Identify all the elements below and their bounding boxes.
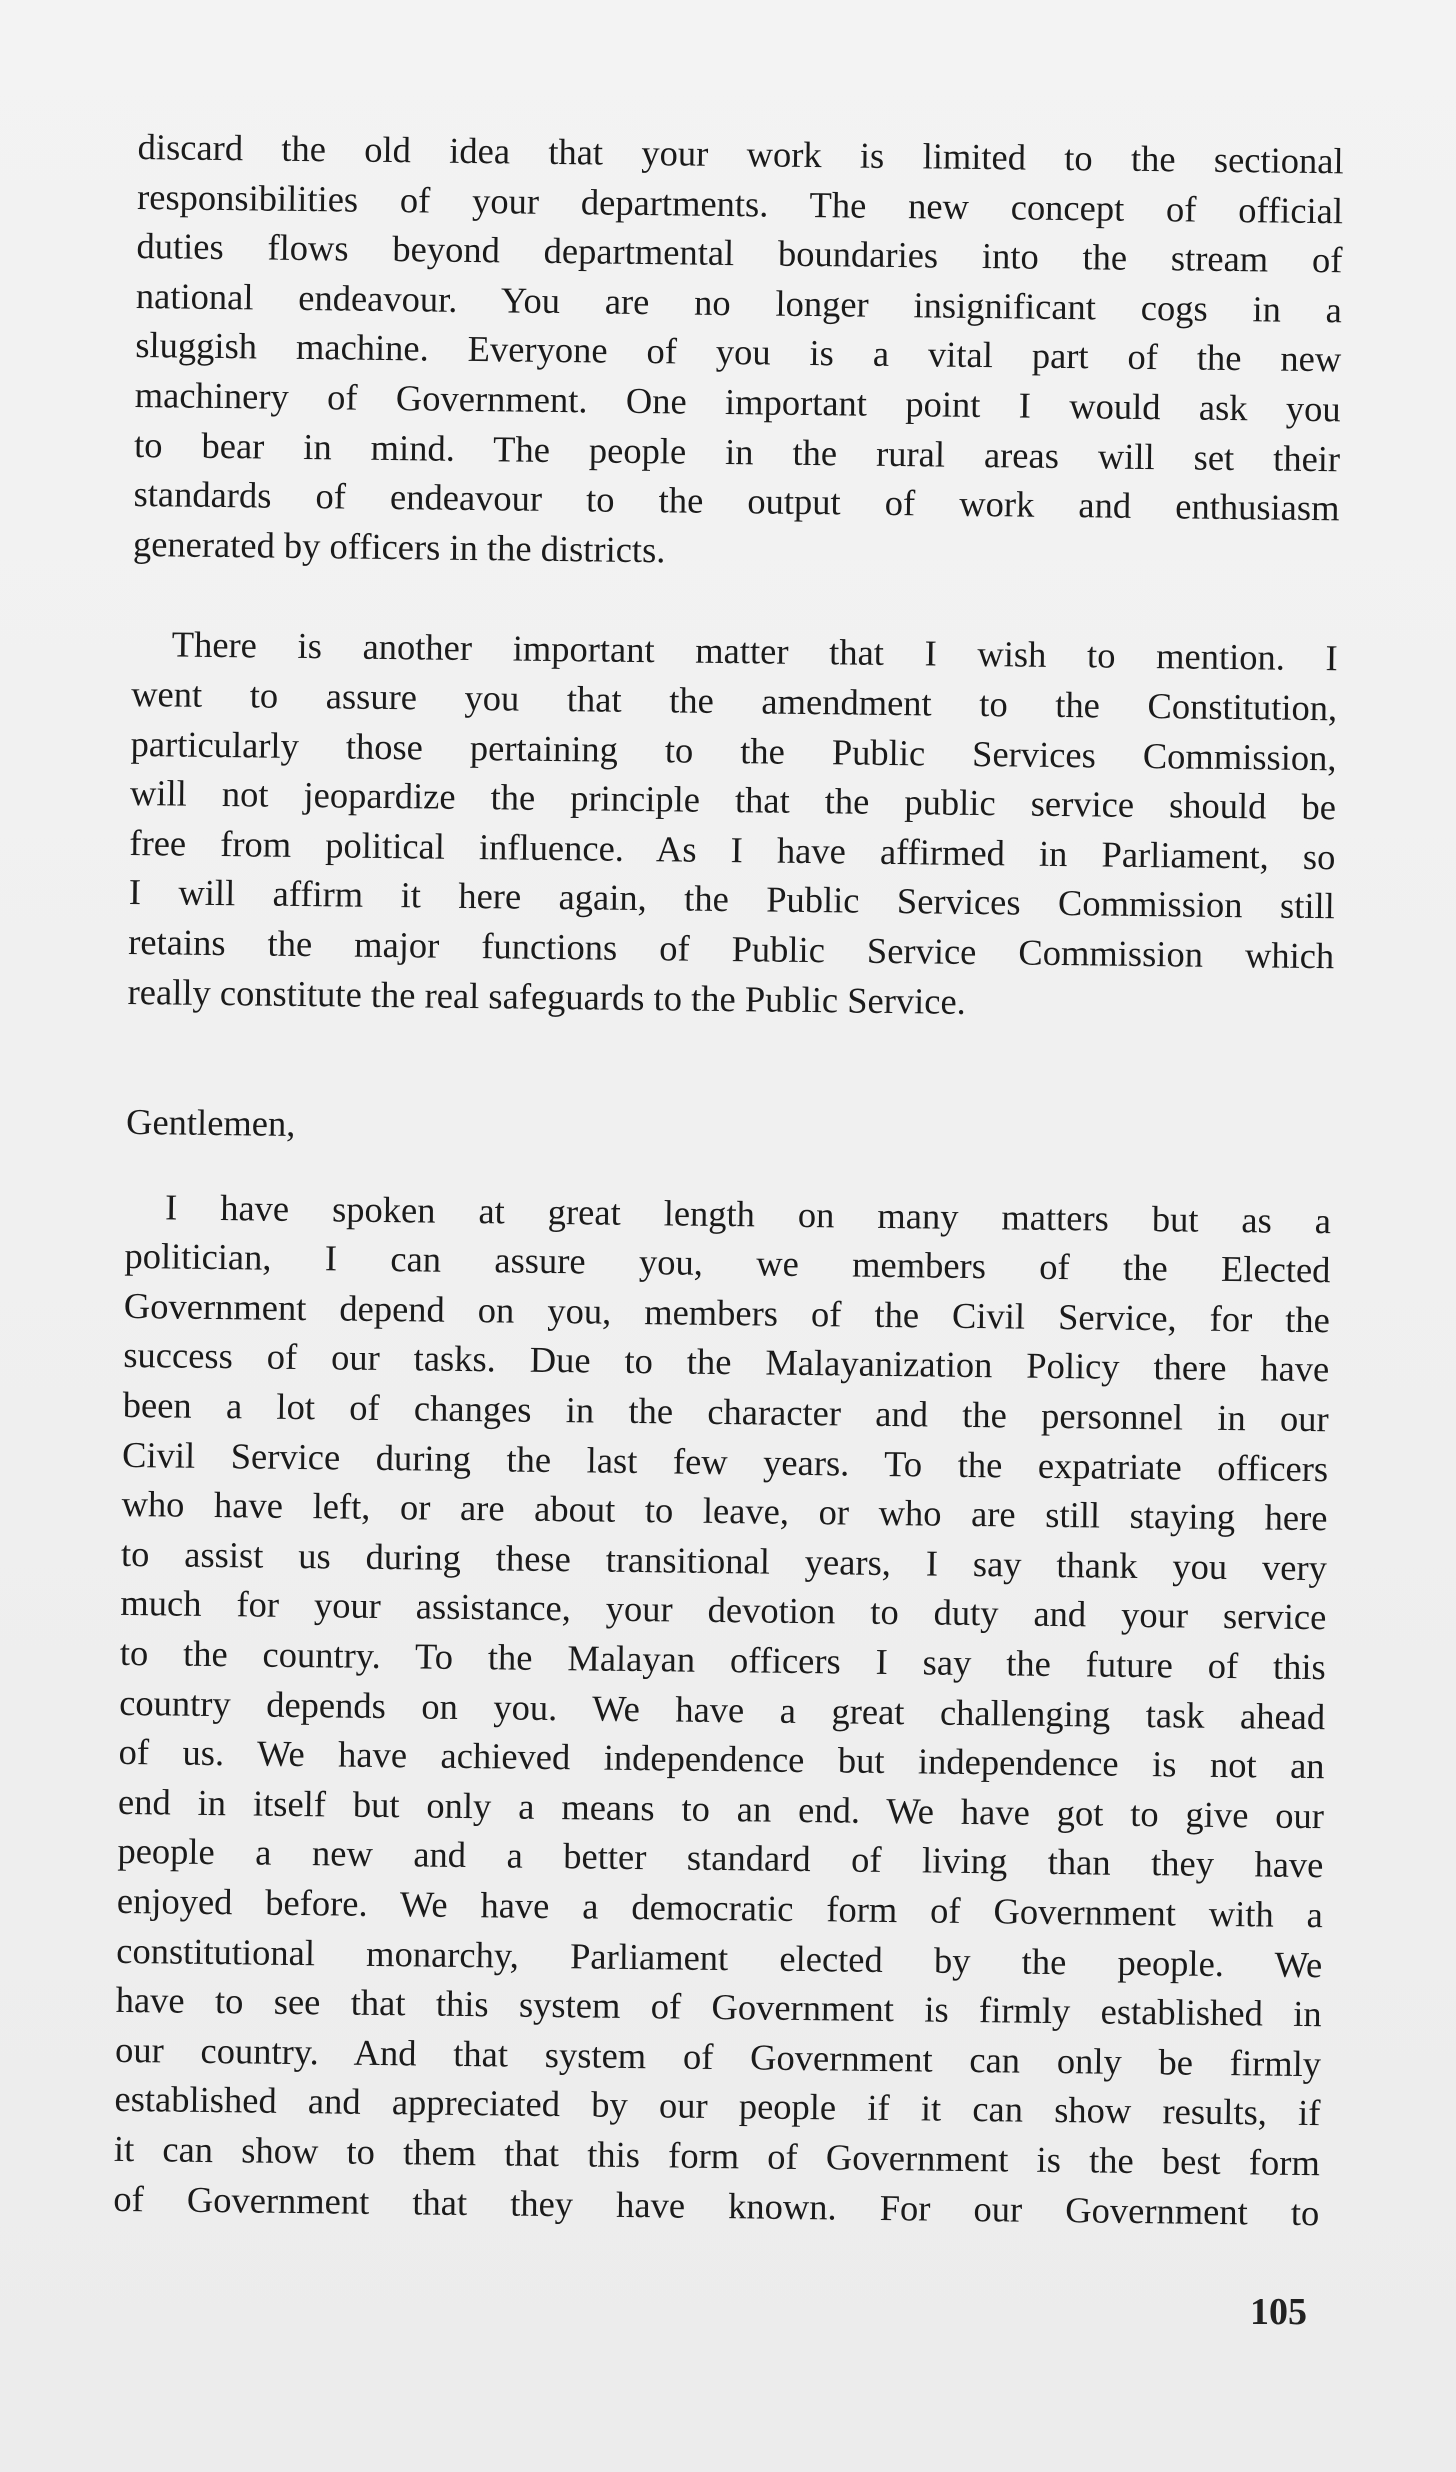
page-body xyxy=(113,122,1344,2237)
text-line: end in itself but only a means to an end. We have got to give our xyxy=(117,1780,1325,1837)
text-line: to the country. To the Malayan officers I say the future of this xyxy=(119,1631,1326,1688)
text-line: discard the old idea that your work is limited to the sectional xyxy=(137,125,1344,182)
text-line: really constitute the real safeguards to the Public Service. xyxy=(127,970,967,1022)
text-line: people a new and a better standard of living than they have xyxy=(117,1830,1324,1886)
text-line: duties flows beyond departmental boundaries into the stream of xyxy=(136,225,1343,281)
text-line: success of our tasks. Due to the Malayanization Policy there have xyxy=(123,1334,1330,1390)
text-line: went to assure you that the amendment to the Constitution, xyxy=(130,672,1338,729)
text-line: will not jeopardize the principle that the public service should be xyxy=(129,772,1337,828)
text-line: country depends on you. We have a great challenging task ahead xyxy=(119,1681,1326,1737)
text-line: Civil Service during the last few years. To the expatriate officers xyxy=(121,1433,1329,1489)
text-line: to assist us during these transitional years, I say thank you very xyxy=(120,1532,1328,1589)
text-line: our country. And that system of Government can only be firmly xyxy=(114,2028,1322,2084)
text-line: responsibilities of your departments. The new concept of official xyxy=(136,175,1344,231)
page-number: 105 xyxy=(1250,2291,1307,2333)
text-line: it can show to them that this form of Government is the best form xyxy=(113,2127,1321,2184)
text-line: retains the major functions of Public Service Commission which xyxy=(128,920,1335,977)
text-line: generated by officers in the districts. xyxy=(132,522,666,571)
text-line: of us. We have achieved independence but independence is not an xyxy=(118,1731,1325,1787)
paragraph-2 xyxy=(127,619,1338,1030)
text-line: been a lot of changes in the character and the personnel in our xyxy=(122,1383,1329,1440)
text-line: national endeavour. You are no longer insignificant cogs in a xyxy=(135,274,1343,331)
text-line: Government depend on you, members of the Civil Service, for the xyxy=(123,1284,1331,1341)
text-line: particularly those pertaining to the Public Services Commission, xyxy=(130,722,1337,778)
text-line: standards of endeavour to the output of work and enthusiasm xyxy=(133,473,1340,529)
text-line: enjoyed before. We have a democratic form of Government with a xyxy=(116,1879,1324,1936)
text-line: There is another important matter that I wish to mention. I xyxy=(171,623,1338,679)
text-line: of Government that they have known. For our Government to xyxy=(113,2177,1320,2233)
text-line: much for your assistance, your devotion to duty and your service xyxy=(120,1582,1327,1638)
text-line: established and appreciated by our people if it can show results, if xyxy=(114,2078,1321,2134)
text-line: constitutional monarchy, Parliament elected by the people. We xyxy=(116,1929,1323,1985)
text-line: have to see that this system of Government is firmly established in xyxy=(115,1979,1322,2035)
text-line: I have spoken at great length on many matters but as a xyxy=(164,1186,1332,1241)
text-line: politician, I can assure you, we members of the Elected xyxy=(124,1235,1331,1291)
text-line: who have left, or are about to leave, or who are still staying here xyxy=(121,1483,1328,1539)
paragraph-3 xyxy=(113,1182,1331,2238)
text-line: I will affirm it here again, the Public Services Commission still xyxy=(128,871,1336,927)
text-line: free from political influence. As I have affirmed in Parliament, so xyxy=(129,821,1336,877)
text-line: machinery of Government. One important point I would ask you xyxy=(134,373,1341,430)
text-line: to bear in mind. The people in the rural areas will set their xyxy=(133,423,1341,479)
salutation: Gentlemen, xyxy=(125,1101,296,1145)
text-line: sluggish machine. Everyone of you is a vital part of the new xyxy=(135,324,1342,380)
paragraph-1 xyxy=(133,122,1344,583)
